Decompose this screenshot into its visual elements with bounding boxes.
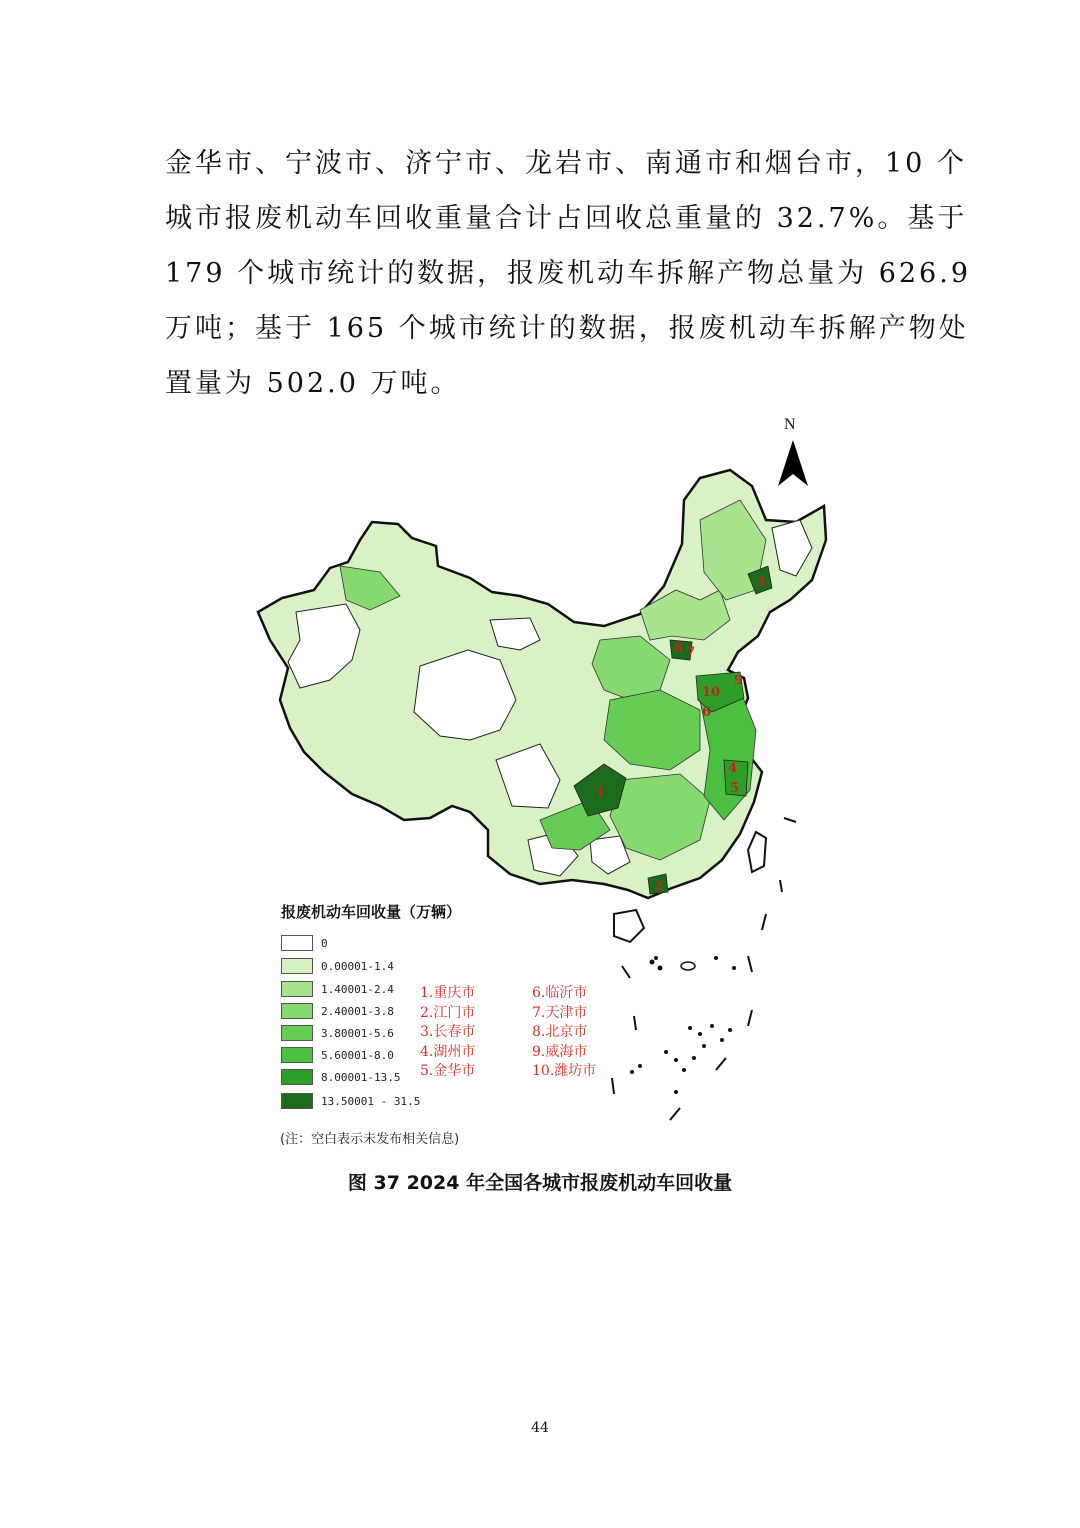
city-label: 6.临沂市 bbox=[532, 985, 588, 1001]
legend-swatch bbox=[281, 1025, 313, 1041]
legend-swatch bbox=[281, 1069, 313, 1085]
city-label: 10.潍坊市 bbox=[532, 1063, 597, 1079]
legend-label: 2.40001-3.8 bbox=[321, 1004, 394, 1018]
city-label: 9.威海市 bbox=[532, 1043, 588, 1060]
marker-9: 9 bbox=[734, 673, 744, 688]
map-note: (注：空白表示未发布相关信息) bbox=[280, 1132, 460, 1147]
marker-4: 4 bbox=[728, 761, 738, 776]
legend-label: 3.80001-5.6 bbox=[321, 1026, 394, 1040]
legend-row bbox=[281, 1024, 394, 1042]
city-label: 4.湖州市 bbox=[420, 1043, 476, 1060]
legend-row bbox=[281, 980, 394, 998]
legend-swatch bbox=[281, 981, 313, 997]
paragraph-line-2: 城市报废机动车回收重量合计占回收总重量的 32.7%。基于 bbox=[165, 203, 968, 234]
legend-row bbox=[281, 1092, 420, 1110]
north-label: N bbox=[784, 416, 796, 433]
legend-label: 0 bbox=[321, 936, 328, 950]
legend-label: 8.00001-13.5 bbox=[321, 1070, 401, 1084]
city-label: 3.长春市 bbox=[420, 1024, 476, 1040]
marker-5: 5 bbox=[730, 781, 740, 796]
legend-label: 13.50001 - 31.5 bbox=[321, 1094, 421, 1108]
paragraph-line-4: 万吨；基于 165 个城市统计的数据，报废机动车拆解产物处 bbox=[165, 313, 969, 344]
paragraph-line-5: 置量为 502.0 万吨。 bbox=[165, 368, 461, 399]
legend-label: 1.40001-2.4 bbox=[321, 982, 394, 996]
city-label: 5.金华市 bbox=[420, 1063, 476, 1079]
marker-8: 8 bbox=[674, 641, 684, 656]
figure-caption: 图 37 2024 年全国各城市报废机动车回收量 bbox=[347, 1172, 733, 1194]
paragraph-line-1: 金华市、宁波市、济宁市、龙岩市、南通市和烟台市，10 个 bbox=[165, 148, 967, 179]
legend-swatch bbox=[281, 935, 313, 951]
blank-region-qinghai bbox=[414, 650, 516, 740]
taiwan-island bbox=[748, 832, 766, 872]
legend-row bbox=[281, 934, 328, 952]
north-arrow-icon bbox=[778, 440, 808, 486]
marker-2: 2 bbox=[654, 879, 664, 894]
page-number: 44 bbox=[531, 1420, 549, 1436]
legend-row bbox=[281, 1068, 400, 1086]
legend-row bbox=[281, 957, 394, 975]
marker-6: 6 bbox=[702, 705, 712, 720]
legend-swatch bbox=[281, 1093, 313, 1109]
marker-7: 7 bbox=[686, 645, 696, 660]
hainan-island bbox=[614, 910, 644, 942]
top-cities-left bbox=[420, 984, 475, 1082]
legend-title: 报废机动车回收量（万辆） bbox=[281, 903, 462, 921]
south-china-sea-islands bbox=[630, 956, 736, 1094]
legend-row bbox=[281, 1046, 394, 1064]
legend-swatch bbox=[281, 1047, 313, 1063]
legend-swatch bbox=[281, 958, 313, 974]
city-label: 8.北京市 bbox=[532, 1024, 588, 1040]
legend-row bbox=[281, 1002, 394, 1020]
paragraph-line-3: 179 个城市统计的数据，报废机动车拆解产物总量为 626.9 bbox=[165, 258, 971, 289]
city-label: 1.重庆市 bbox=[420, 985, 476, 1001]
marker-10: 10 bbox=[702, 685, 721, 700]
city-label: 2.江门市 bbox=[420, 1004, 476, 1021]
top-cities-right bbox=[532, 984, 596, 1082]
marker-1: 1 bbox=[596, 785, 606, 800]
city-label: 7.天津市 bbox=[532, 1004, 588, 1021]
legend-label: 5.60001-8.0 bbox=[321, 1048, 394, 1062]
legend-swatch bbox=[281, 1003, 313, 1019]
marker-3: 3 bbox=[756, 575, 766, 590]
legend-label: 0.00001-1.4 bbox=[321, 959, 394, 973]
